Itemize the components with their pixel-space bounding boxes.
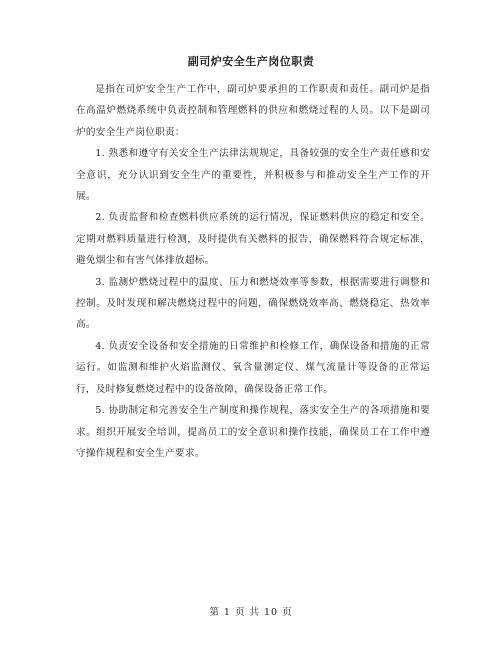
paragraph-intro: 是指在司炉安全生产工作中，副司炉要承担的工作职责和责任。副司炉是指在高温炉燃烧系统中负责控制和管理燃料的供应和燃烧过程的人员。以下是副司炉的安全生产岗位职责： xyxy=(76,84,430,138)
document-body xyxy=(76,79,430,464)
paragraph-item-4: 4. 负责安全设备和安全措施的日常维护和检修工作，确保设备和措施的正常运行。如监测和维护火焰监测仪、氧含量测定仪、煤气流量计等设备的正常运行，及时修复燃烧过程中的设备故障，确保设备正常工作。 xyxy=(76,340,430,395)
paragraph-item-2: 2. 负责监督和检查燃料供应系统的运行情况，保证燃料供应的稳定和安全。定期对燃料质量进行检测，及时提供有关燃料的报告，确保燃料符合规定标准，避免烟尘和有害气体排放超标。 xyxy=(76,212,430,267)
page-footer: 第 1 页 共 10 页 xyxy=(209,607,293,618)
paragraph-item-3: 3. 监测炉燃烧过程中的温度、压力和燃烧效率等参数，根据需要进行调整和控制。及时发现和解决燃烧过程中的问题，确保燃烧效率高、燃烧稳定、热效率高。 xyxy=(76,276,430,331)
paragraph-item-5: 5. 协助制定和完善安全生产制度和操作规程，落实安全生产的各项措施和要求。组织开展安全培训，提高员工的安全意识和操作技能，确保员工在工作中遵守操作规程和安全生产要求。 xyxy=(76,405,430,459)
document-title: 副司炉安全生产岗位职责 xyxy=(187,55,315,68)
paragraph-item-1: 1. 熟悉和遵守有关安全生产法律法规规定，具备较强的安全生产责任感和安全意识，充分认识到安全生产的重要性，并积极参与和推动安全生产工作的开展。 xyxy=(76,148,430,203)
